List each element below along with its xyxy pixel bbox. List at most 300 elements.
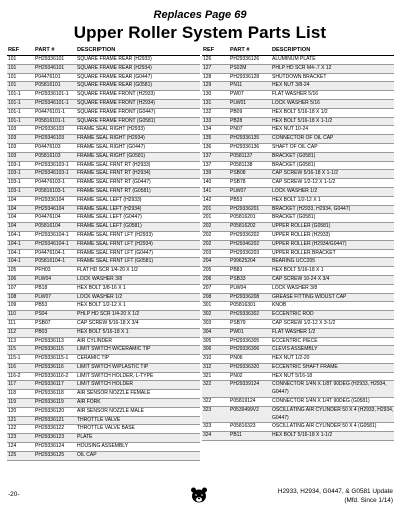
ref-cell: 104	[7, 223, 34, 232]
part-number-cell: PH29336306	[229, 346, 271, 355]
ref-cell: 130	[202, 91, 229, 100]
table-row	[202, 346, 394, 355]
table-row	[202, 275, 394, 284]
page-title: Upper Roller System Parts List	[73, 23, 327, 42]
table-row	[7, 302, 200, 311]
description-cell: HEX NUT 3/8-24	[271, 82, 394, 91]
table-row	[7, 434, 200, 443]
description-cell: KNOB	[271, 302, 394, 311]
description-cell: CAP SCREW 10-24 X 3/4	[271, 275, 394, 284]
part-number-cell: P05816301	[229, 302, 271, 311]
table-row	[7, 390, 200, 399]
description-cell: CONNECTOR 1/4N X 1/8T 90DEG (H2933, H2934, G0447)	[271, 381, 394, 398]
table-row	[7, 372, 200, 381]
ref-cell: 103	[7, 135, 34, 144]
column-header-description: DESCRIPTION	[77, 47, 116, 54]
ref-cell: 141	[202, 187, 229, 196]
part-number-cell: PB83	[229, 267, 271, 276]
part-number-cell: PH29336320	[229, 363, 271, 372]
part-number-cell: P05819124	[229, 398, 271, 407]
description-cell: SQUARE FRAME FRONT (H2933)	[76, 91, 200, 100]
description-cell: LOCK WASHER 1/2	[76, 293, 200, 302]
ref-cell: 202	[202, 223, 229, 232]
table-header	[7, 47, 200, 56]
part-number-cell: PH29346104-1	[34, 240, 76, 249]
description-cell: HEX BOLT 1/2-12 X 1	[271, 196, 394, 205]
ref-cell: 132	[202, 108, 229, 117]
part-number-cell: P0581137	[229, 152, 271, 161]
table-row	[7, 152, 200, 161]
part-number-cell: PLW04	[229, 284, 271, 293]
column-header-part: PART #	[35, 47, 55, 54]
ref-cell: 128	[202, 73, 229, 82]
description-cell: LIMIT SWITCH HOLDER, L-TYPE	[76, 372, 200, 381]
description-cell: SQUARE FRAME REAR (G0581)	[76, 82, 200, 91]
description-cell: FRAME SEAL LEFT (H2933)	[76, 196, 200, 205]
table-row	[202, 143, 394, 152]
table-row	[7, 249, 200, 258]
table-row	[7, 416, 200, 425]
ref-cell: 101-1	[7, 117, 34, 126]
description-cell: FRAME SEAL FRNT LFT (H2934)	[76, 240, 200, 249]
description-cell: OIL CAP	[76, 451, 200, 460]
description-cell: FRAME SEAL RIGHT (H2933)	[76, 126, 200, 135]
table-row	[7, 275, 200, 284]
table-row	[202, 231, 394, 240]
part-number-cell: PH29336302	[229, 311, 271, 320]
part-number-cell: P04476101	[34, 73, 76, 82]
ref-cell: 115	[7, 346, 34, 355]
description-cell: FLAT HD SCR 1/4-20 X 1/2	[76, 267, 200, 276]
table-row	[202, 381, 394, 398]
ref-cell: 135	[202, 135, 229, 144]
description-cell: ALUMINUM PLATE	[271, 56, 394, 64]
part-number-cell: P99625204	[229, 258, 271, 267]
ref-cell: 104	[7, 205, 34, 214]
part-number-cell: P04476103	[34, 143, 76, 152]
description-cell: SQUARE FRAME FRONT (G0447)	[76, 108, 200, 117]
part-number-cell: PN07	[229, 126, 271, 135]
ref-cell: 140	[202, 179, 229, 188]
part-number-cell: PH29336101	[34, 56, 76, 64]
description-cell: OSCILLATING AIR CYLINDER 50 X 4 (G0581)	[271, 423, 394, 432]
part-number-cell: PH29336115	[34, 346, 76, 355]
ref-cell: 101	[7, 73, 34, 82]
description-cell: ECCENTRIC SHAFT FRAME	[271, 363, 394, 372]
table-row	[202, 64, 394, 73]
part-number-cell: PLW07	[229, 187, 271, 196]
table-row	[202, 126, 394, 135]
part-number-cell: PSB08	[229, 170, 271, 179]
description-cell: HEX BOLT 3/8-16 X 1	[76, 284, 200, 293]
part-number-cell: PH29346101-1	[34, 99, 76, 108]
ref-cell: 202	[202, 240, 229, 249]
part-number-cell: PH29336104	[34, 196, 76, 205]
table-row	[7, 161, 200, 170]
description-cell: CLEVIS ASSEMBLY	[271, 346, 394, 355]
description-cell: AIR SENSOR NOZZLE MALE	[76, 407, 200, 416]
ref-cell: 312	[202, 363, 229, 372]
description-cell: SQUARE FRAME FRONT (H2934)	[76, 99, 200, 108]
part-number-cell: P05816101-1	[34, 117, 76, 126]
table-row	[7, 143, 200, 152]
ref-cell: 321	[202, 372, 229, 381]
description-cell: LOCK WASHER 1/2	[271, 187, 394, 196]
table-row	[202, 267, 394, 276]
description-cell: FRAME SEAL LEFT (G0447)	[76, 214, 200, 223]
part-number-cell: PH29336126	[229, 56, 271, 64]
ref-cell: 115-1	[7, 355, 34, 364]
ref-cell: 136	[202, 143, 229, 152]
ref-cell: 137	[202, 152, 229, 161]
table-row	[7, 91, 200, 100]
part-number-cell: PH29336104-1	[34, 231, 76, 240]
table-row	[202, 205, 394, 214]
part-number-cell: P04476101-1	[34, 108, 76, 117]
table-row	[202, 249, 394, 258]
table-row	[202, 284, 394, 293]
description-cell: ECCENTRIC ROD	[271, 311, 394, 320]
ref-cell: 124	[7, 443, 34, 452]
part-number-cell: PN11	[229, 82, 271, 91]
part-number-cell: PH29336116-2	[34, 372, 76, 381]
description-cell: FRAME SEAL RIGHT (H2934)	[76, 135, 200, 144]
description-cell: HEX NUT 5/16-18	[271, 372, 394, 381]
table-row	[7, 179, 200, 188]
part-number-cell: PN06	[229, 355, 271, 364]
table-row	[7, 108, 200, 117]
part-number-cell: P05816201	[229, 214, 271, 223]
part-number-cell: P04476104-1	[34, 249, 76, 258]
part-number-cell: P05816101	[34, 82, 76, 91]
table-row	[202, 91, 394, 100]
description-cell: FRAME SEAL LEFT (G0581)	[76, 223, 200, 232]
part-number-cell: PH29336201	[229, 205, 271, 214]
description-cell: HEX BOLT 1/2-12 X 1	[76, 302, 200, 311]
table-row	[7, 407, 200, 416]
description-cell: BEARING UCC205	[271, 258, 394, 267]
part-number-cell: P04476104	[34, 214, 76, 223]
description-cell: AIR FORK	[76, 399, 200, 408]
description-cell: AIR SENSOR NOZZLE FEMALE	[76, 390, 200, 399]
part-number-cell: PB53	[34, 302, 76, 311]
part-number-cell: P0581138	[229, 161, 271, 170]
description-cell: AIR CYLINDER	[76, 337, 200, 346]
part-number-cell: PH29339124	[229, 381, 271, 398]
table-row	[7, 99, 200, 108]
table-row	[7, 64, 200, 73]
table-row	[202, 214, 394, 223]
description-cell: LIMIT SWITCH W/PLASTIC TIP	[76, 363, 200, 372]
table-row	[202, 363, 394, 372]
description-cell: CONNECTOR OF OIL CAP	[271, 135, 394, 144]
table-row	[7, 425, 200, 434]
ref-cell: 104-1	[7, 240, 34, 249]
ref-cell: 120	[7, 407, 34, 416]
part-number-cell: PLW07	[34, 293, 76, 302]
table-row	[202, 302, 394, 311]
ref-cell: 104-1	[7, 231, 34, 240]
part-number-cell: PH29336117	[34, 381, 76, 390]
description-cell: FRAME SEAL LEFT (H2934)	[76, 205, 200, 214]
table-row	[7, 337, 200, 346]
table-row	[7, 399, 200, 408]
part-number-cell: PLW01	[229, 99, 271, 108]
ref-cell: 324	[202, 432, 229, 441]
ref-cell: 322	[202, 398, 229, 407]
table-row	[7, 117, 200, 126]
ref-cell: 101	[7, 64, 34, 73]
parts-table-right	[202, 47, 394, 441]
description-cell: FRAME SEAL FRNT RT (G0447)	[76, 179, 200, 188]
description-cell: HEX BOLT 5/16-18 X 1	[271, 267, 394, 276]
part-number-cell: PH29346101	[34, 64, 76, 73]
ref-cell: 117	[7, 381, 34, 390]
ref-cell: 113	[7, 337, 34, 346]
part-number-cell: P05816104-1	[34, 258, 76, 267]
ref-cell: 107	[7, 284, 34, 293]
part-number-cell: PH29336118	[34, 390, 76, 399]
description-cell: THROTTLE VALVE	[76, 416, 200, 425]
description-cell: UPPER ROLLER (H2933)	[271, 231, 394, 240]
part-number-cell: PW07	[229, 91, 271, 100]
part-number-cell: PSB78	[229, 179, 271, 188]
table-row	[202, 179, 394, 188]
part-number-cell: PH29336124	[34, 443, 76, 452]
ref-cell: 205	[202, 267, 229, 276]
ref-cell: 125	[7, 451, 34, 460]
part-number-cell: PH29336136	[229, 143, 271, 152]
description-cell: LIMIT SWITCH W/CERAMIC TIP	[76, 346, 200, 355]
part-number-cell: PH29336135	[229, 135, 271, 144]
ref-cell: 103-1	[7, 161, 34, 170]
column-header-ref: REF	[203, 47, 215, 54]
column-header-ref: REF	[8, 47, 20, 54]
part-number-cell: PH29336116	[34, 363, 76, 372]
description-cell: BRACKET (G0581)	[271, 214, 394, 223]
table-row	[7, 240, 200, 249]
part-number-cell: P0539499V2	[229, 406, 271, 423]
description-cell: FRAME SEAL FRNT RT (G0581)	[76, 187, 200, 196]
description-cell: FRAME SEAL FRNT LFT (H2933)	[76, 231, 200, 240]
ref-cell: 116	[7, 363, 34, 372]
part-number-cell: PH29336121	[34, 416, 76, 425]
table-row	[7, 451, 200, 460]
ref-cell: 101-1	[7, 108, 34, 117]
ref-cell: 303	[202, 319, 229, 328]
part-number-cell: PH29336115-1	[34, 355, 76, 364]
description-cell: LIMIT SWITCH HOLDER	[76, 381, 200, 390]
description-cell: FLAT WASHER 1/2	[271, 328, 394, 337]
part-number-cell: PH29336119	[34, 399, 76, 408]
ref-cell: 104-1	[7, 258, 34, 267]
description-cell: CAP SCREW 1/2-12 X 3-1/2	[271, 319, 394, 328]
column-header-part: PART #	[230, 47, 250, 54]
ref-cell: 126	[202, 56, 229, 64]
ref-cell: 119	[7, 399, 34, 408]
ref-cell: 208	[202, 293, 229, 302]
part-number-cell: PH29336120	[34, 407, 76, 416]
description-cell: LOCK WASHER 3/8	[271, 284, 394, 293]
table-row	[202, 293, 394, 302]
table-row	[202, 187, 394, 196]
ref-cell: 322	[202, 381, 229, 398]
part-number-cell: PH29336128	[229, 73, 271, 82]
description-cell: CAP SCREW 1/2-12 X 1-1/2	[271, 179, 394, 188]
table-row	[202, 108, 394, 117]
description-cell: OSCILLATING AIR CYLINDER 50 X 4 (H2933, H2934, G0447)	[271, 406, 394, 423]
part-number-cell: PSB33	[229, 275, 271, 284]
table-row	[202, 99, 394, 108]
part-number-cell: PH29336208	[229, 293, 271, 302]
part-number-cell: P05816103-1	[34, 187, 76, 196]
part-number-cell: PH29336101-1	[34, 91, 76, 100]
table-row	[7, 73, 200, 82]
part-number-cell: PS04	[34, 311, 76, 320]
description-cell: FLAT WASHER 5/16	[271, 91, 394, 100]
table-row	[202, 196, 394, 205]
description-cell: HEX BOLT 5/16-18 X 1/2	[271, 108, 394, 117]
description-cell: UPPER ROLLER (H2934/G0447)	[271, 240, 394, 249]
table-row	[7, 135, 200, 144]
description-cell: UPPER ROLLER BRACKET	[271, 249, 394, 258]
bear-logo-icon	[189, 485, 209, 505]
part-number-cell: PFH03	[34, 267, 76, 276]
ref-cell: 129	[202, 82, 229, 91]
ref-cell: 323	[202, 406, 229, 423]
ref-cell: 201	[202, 205, 229, 214]
description-cell: PLATE	[76, 434, 200, 443]
ref-cell: 121	[7, 416, 34, 425]
part-number-cell: PSB79	[229, 319, 271, 328]
ref-cell: 118	[7, 390, 34, 399]
table-row	[7, 126, 200, 135]
description-cell: PHLP HD SCR 1/4-20 X 1/2	[76, 311, 200, 320]
table-row	[202, 56, 394, 64]
table-row	[7, 346, 200, 355]
ref-cell: 142	[202, 196, 229, 205]
ref-cell: 103	[7, 152, 34, 161]
part-number-cell: PH29346202	[229, 240, 271, 249]
ref-cell: 323	[202, 423, 229, 432]
part-number-cell: PW01	[229, 328, 271, 337]
ref-cell: 104	[7, 196, 34, 205]
description-cell: FRAME SEAL RIGHT (G0447)	[76, 143, 200, 152]
footer-model-line: H2933, H2934, G0447, & G0581 Update	[277, 488, 393, 495]
description-cell: ECCENTRIC PIECE	[271, 337, 394, 346]
ref-cell: 133	[202, 117, 229, 126]
ref-cell: 103-1	[7, 170, 34, 179]
table-row	[7, 258, 200, 267]
ref-cell: 137	[202, 161, 229, 170]
table-row	[7, 363, 200, 372]
ref-cell: 123	[7, 434, 34, 443]
ref-cell: 202	[202, 231, 229, 240]
ref-cell: 134	[202, 126, 229, 135]
description-cell: LOCK WASHER 3/8	[76, 275, 200, 284]
replaces-note: Replaces Page 69	[153, 9, 247, 21]
description-cell: HEX BOLT 5/16-18 X 1-1/2	[271, 432, 394, 441]
description-cell: HEX BOLT 5/16-18 X 1	[76, 328, 200, 337]
table-row	[202, 82, 394, 91]
ref-cell: 112	[7, 328, 34, 337]
part-number-cell: PN02	[229, 372, 271, 381]
part-number-cell: PH29336103-1	[34, 161, 76, 170]
description-cell: SQUARE FRAME REAR (H2933)	[76, 56, 200, 64]
part-number-cell: PLW04	[34, 275, 76, 284]
ref-cell: 306	[202, 346, 229, 355]
description-cell: BRACKET (G0581)	[271, 152, 394, 161]
description-cell: FRAME SEAL FRNT RT (H2933)	[76, 161, 200, 170]
part-number-cell: PB28	[229, 117, 271, 126]
description-cell: SHUTDOWN BRACKET	[271, 73, 394, 82]
description-cell: BRACKET (G0581)	[271, 161, 394, 170]
part-number-cell: PB18	[34, 284, 76, 293]
part-number-cell: PB53	[229, 196, 271, 205]
table-row	[7, 82, 200, 91]
table-row	[7, 187, 200, 196]
column-header-description: DESCRIPTION	[272, 47, 311, 54]
table-row	[7, 328, 200, 337]
ref-cell: 305	[202, 337, 229, 346]
table-row	[202, 161, 394, 170]
table-row	[7, 319, 200, 328]
description-cell: SQUARE FRAME REAR (G0447)	[76, 73, 200, 82]
ref-cell: 310	[202, 355, 229, 364]
part-number-cell: P05816104	[34, 223, 76, 232]
table-row	[7, 267, 200, 276]
description-cell: HEX NUT 10-24	[271, 126, 394, 135]
table-row	[202, 135, 394, 144]
description-cell: FRAME SEAL FRNT RT (H2934)	[76, 170, 200, 179]
ref-cell: 207	[202, 284, 229, 293]
table-row	[202, 223, 394, 232]
ref-cell: 301	[202, 302, 229, 311]
description-cell: BRACKET (H2933, H2934, G0447)	[271, 205, 394, 214]
ref-cell: 101	[7, 56, 34, 64]
ref-cell: 105	[7, 267, 34, 276]
parts-table-body	[202, 56, 394, 441]
table-row	[7, 381, 200, 390]
table-row	[7, 205, 200, 214]
table-header	[202, 47, 394, 56]
ref-cell: 204	[202, 258, 229, 267]
part-number-cell: P05816323	[229, 423, 271, 432]
part-number-cell: PH29336203	[229, 249, 271, 258]
ref-cell: 127	[202, 64, 229, 73]
ref-cell: 122	[7, 425, 34, 434]
table-row	[7, 56, 200, 64]
part-number-cell: PH29336113	[34, 337, 76, 346]
table-row	[7, 311, 200, 320]
ref-cell: 109	[7, 302, 34, 311]
description-cell: GREASE FITTING W/DUST CAP	[271, 293, 394, 302]
table-row	[202, 319, 394, 328]
table-row	[7, 223, 200, 232]
table-row	[202, 152, 394, 161]
table-row	[202, 398, 394, 407]
ref-cell: 304	[202, 328, 229, 337]
part-number-cell: PH29346103-1	[34, 170, 76, 179]
part-number-cell: P05816202	[229, 223, 271, 232]
ref-cell: 131	[202, 99, 229, 108]
part-number-cell: PB03	[34, 328, 76, 337]
description-cell: CERAMIC TIP	[76, 355, 200, 364]
table-row	[7, 231, 200, 240]
table-row	[202, 73, 394, 82]
part-number-cell: PH29346104	[34, 205, 76, 214]
table-row	[7, 443, 200, 452]
